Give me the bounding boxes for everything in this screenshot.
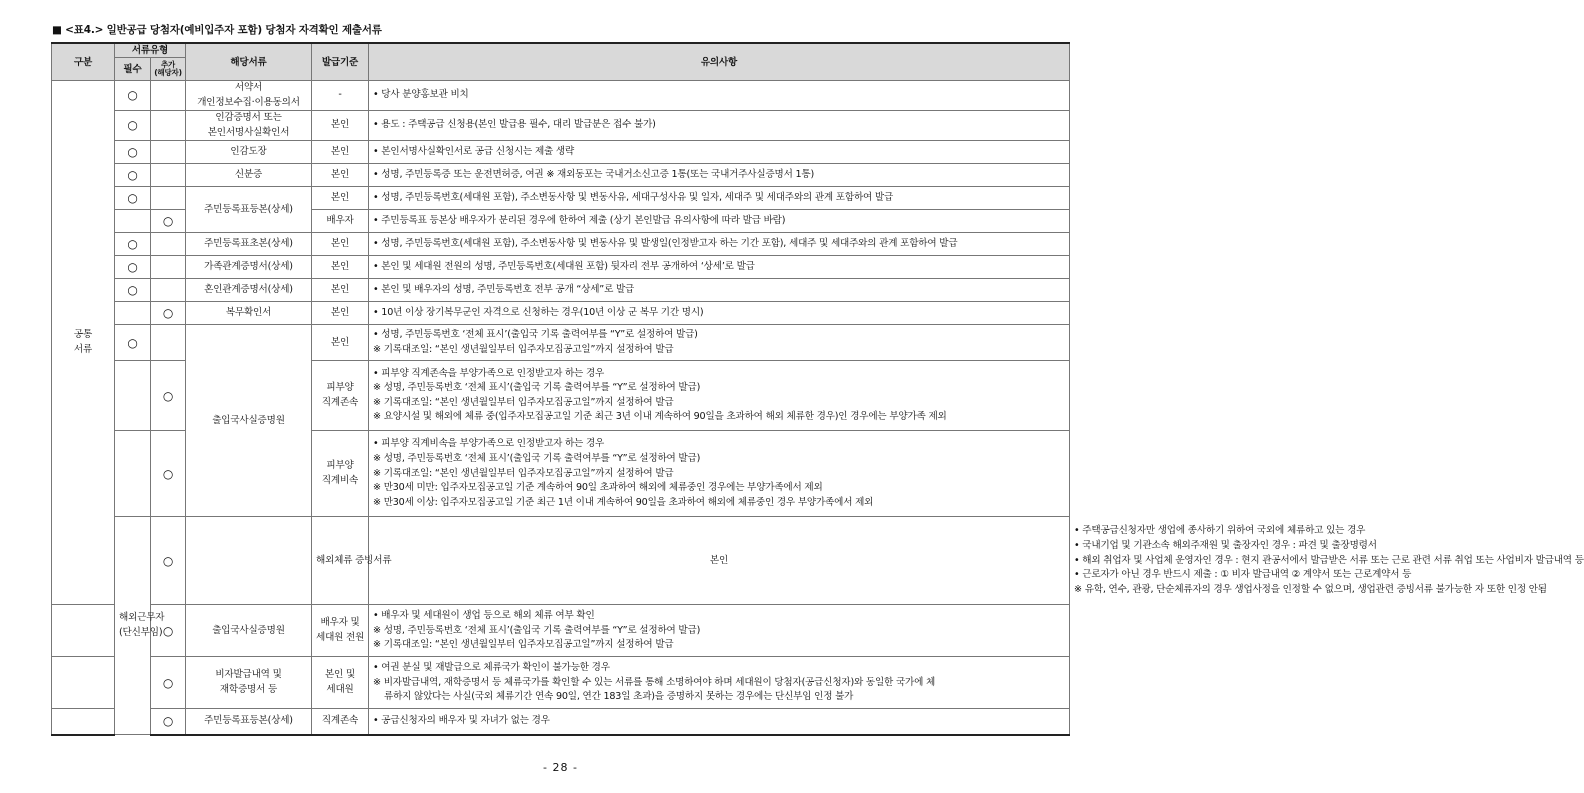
note-line: • 본인서명사실확인서로 공급 신청시는 제출 생략 [373, 146, 575, 158]
document-name-line: 해외체류 증빙서류 [316, 554, 392, 566]
document-name-line: 개인정보수집·이용동의서 [197, 96, 300, 108]
note-line: ※ 성명, 주민등록번호 ‘전체 표시’(출입국 기록 출력여부를 “Y”로 설정하여 발급) [373, 624, 701, 636]
table-row [52, 187, 1070, 210]
note-line: ※ 만30세 미만: 입주자모집공고일 기준 계속하여 90일 초과하여 해외에 체류중인 경우에는 부양가족에서 제외 [373, 482, 823, 494]
required-mark [115, 302, 151, 325]
notes [369, 187, 1070, 210]
issue-basis-line: 본인 [330, 192, 350, 204]
document-name [186, 81, 312, 111]
notes [369, 325, 1070, 361]
notes [369, 81, 1070, 111]
issue-basis-line: 본인 [330, 119, 350, 131]
document-name-line: 주민등록표초본(상세) [204, 238, 293, 250]
issue-basis-line: 세대원 전원 [316, 631, 365, 643]
document-name-line: 비자발급내역 및 [215, 669, 282, 681]
additional-mark [151, 111, 186, 141]
page-number: - 28 - [543, 761, 578, 774]
issue-basis-line: 본인 [330, 169, 350, 181]
notes [369, 302, 1070, 325]
additional-mark: ○ [151, 605, 186, 657]
notes [369, 111, 1070, 141]
notes [369, 361, 1070, 431]
issue-basis [312, 81, 369, 111]
issue-basis [312, 164, 369, 187]
table-row [52, 279, 1070, 302]
notes [369, 657, 1070, 709]
document-name-line: 재학증명서 등 [219, 683, 278, 695]
group-label-line: (단신부임) [119, 626, 163, 638]
document-name [186, 605, 312, 657]
issue-basis [312, 256, 369, 279]
document-name-line: 가족관계증명서(상세) [204, 261, 293, 273]
required-mark [115, 361, 151, 431]
header-additional-label: 추가 [160, 60, 176, 69]
note-line: • 용도 : 주택공급 신청용(본인 발급용 필수, 대리 발급분은 접수 불가) [373, 119, 656, 131]
issue-basis-line: 피부양 [326, 382, 354, 394]
document-name [186, 187, 312, 233]
required-mark: ○ [115, 187, 151, 210]
group-label-line: 해외근무자 [119, 612, 165, 624]
header-additional [151, 58, 186, 81]
required-mark: ○ [115, 141, 151, 164]
note-line: ※ 기록대조일: “본인 생년월일부터 입주자모집공고일”까지 설정하여 발급 [373, 343, 674, 355]
table-row [52, 141, 1070, 164]
note-line: • 본인 및 배우자의 성명, 주민등록번호 전부 공개 “상세”로 발급 [373, 284, 635, 296]
additional-mark [151, 256, 186, 279]
issue-basis [312, 111, 369, 141]
note-line: ※ 비자발급내역, 재학증명서 등 체류국가를 확인할 수 있는 서류를 통해 소명하여야 하며 세대원이 당첨자(공급신청자)와 동일한 국가에 체 [373, 676, 936, 688]
issue-basis-line: 직계존속 [321, 396, 359, 408]
note-line: ※ 만30세 이상: 입주자모집공고일 기준 최근 1년 이내 계속하여 90일을 초과하여 해외에 체류중인 경우 부양가족에서 제외 [373, 496, 874, 508]
document-name-line: 인감증명서 또는 [215, 112, 282, 124]
required-mark: ○ [115, 164, 151, 187]
required-mark: ○ [115, 111, 151, 141]
issue-basis-line: 배우자 및 [320, 617, 360, 629]
issue-basis-line: - [338, 89, 342, 101]
issue-basis-line: 직계존속 [321, 715, 359, 727]
issue-basis-line: 본인 및 [324, 669, 356, 681]
note-line: • 성명, 주민등록번호(세대원 포함), 주소변동사항 및 변동사유, 세대구성사유 및 일자, 세대주 및 세대주와의 관계 포함하여 발급 [373, 192, 894, 204]
additional-mark [151, 325, 186, 361]
note-line: • 주민등록표 등본상 배우자가 분리된 경우에 한하여 제출 (상기 본인발급 유의사항에 따라 발급 바람) [373, 215, 786, 227]
issue-basis-line: 직계비속 [321, 474, 359, 486]
notes [369, 256, 1070, 279]
header-doc-type: 서류유형 [115, 43, 186, 58]
additional-mark: ○ [151, 709, 186, 735]
table-row [52, 325, 1070, 361]
table-row: 해외근무자 (단신부임) ○ 해외체류 증빙서류 본인 • 주택공급신청자만 생업에 종사하기 위하여 국외에 체류하고 있는 경우 • 국내기업 및 기관소속 해외주재원 및 출장자인 경우 : 파견 및 출장명령서 • 해외 취업자 및 사업체 운영자인 경우 : 현지 관공서에서 발급받은 서류 또는 근로 관련 서류 취업 또는 사업비자 발급내역 등 • 근로자가 아닌 경우 반드시 제출 : ① 비자 발급내역 ② 계약서 또는 근로계약서 등 ※ 유학, 연수, 관광, 단순체류자의 경우 생업사정을 인정할 수 없으며, 생업관련 증빙서류 불가능한 자 또한 인정 안됨 [52, 517, 1070, 605]
document-name-line: 혼인관계증명서(상세) [204, 284, 293, 296]
group-label-line: 공통 [73, 329, 93, 341]
required-mark: ○ [115, 233, 151, 256]
notes [369, 279, 1070, 302]
required-mark: ○ [115, 325, 151, 361]
header-document: 해당서류 [186, 43, 312, 81]
required-mark: ○ [115, 81, 151, 111]
note-line: 류하지 않았다는 사실(국외 체류기간 연속 90일, 연간 183일 초과)을 증명하지 못하는 경우에는 단신부임 인정 불가 [384, 691, 854, 703]
document-name-line: 복무확인서 [225, 307, 272, 319]
group-overseas [115, 517, 165, 735]
document-name [186, 325, 312, 517]
additional-mark [151, 233, 186, 256]
document-name-line: 본인서명사실확인서 [207, 126, 290, 138]
header-category: 구분 [52, 43, 115, 81]
documents-table [51, 42, 1584, 736]
table-row [52, 605, 1070, 657]
notes [369, 164, 1070, 187]
issue-basis [312, 657, 369, 709]
note-line: • 10년 이상 장기복무군인 자격으로 신청하는 경우(10년 이상 군 복무 기간 명시) [373, 307, 704, 319]
table-row [52, 111, 1070, 141]
note-line: ※ 기록대조일: “본인 생년월일부터 입주자모집공고일”까지 설정하여 발급 [373, 467, 674, 479]
issue-basis-line: 본인 [330, 307, 350, 319]
additional-mark: ○ [151, 302, 186, 325]
table-row [52, 233, 1070, 256]
required-mark [52, 657, 115, 709]
document-name [186, 279, 312, 302]
document-name-line: 신분증 [234, 169, 263, 181]
note-line: ※ 기록대조일: “본인 생년월일부터 입주자모집공고일”까지 설정하여 발급 [373, 396, 674, 408]
additional-mark: ○ [151, 361, 186, 431]
document-name [186, 709, 312, 735]
group-common [52, 81, 115, 605]
required-mark: ○ [151, 517, 186, 605]
document-name [186, 233, 312, 256]
note-line: • 본인 및 세대원 전원의 성명, 주민등록번호(세대원 포함) 뒷자리 전부 공개하여 ‘상세’로 발급 [373, 261, 755, 273]
notes [369, 141, 1070, 164]
additional-mark: ○ [151, 657, 186, 709]
group-label-line: 서류 [73, 343, 93, 355]
document-name-line: 주민등록표등본(상세) [204, 203, 293, 215]
issue-basis [312, 302, 369, 325]
note-line: • 피부양 직계존속을 부양가족으로 인정받고자 하는 경우 [373, 367, 605, 379]
notes [369, 233, 1070, 256]
additional-mark [151, 141, 186, 164]
issue-basis-line: 피부양 [326, 460, 354, 472]
note-line: • 성명, 주민등록증 또는 운전면허증, 여권 ※ 재외동포는 국내거소신고증 1통(또는 국내거주사실증명서 1통) [373, 169, 815, 181]
issue-basis-line: 본인 [330, 284, 350, 296]
note-line: • 당사 분양홍보관 비치 [373, 89, 469, 101]
issue-basis-line: 세대원 [326, 683, 354, 695]
additional-mark: ○ [151, 431, 186, 517]
document-name [186, 302, 312, 325]
document-name [186, 657, 312, 709]
table-row [52, 164, 1070, 187]
note-line: • 공급신청자의 배우자 및 자녀가 없는 경우 [373, 715, 550, 727]
required-mark [115, 210, 151, 233]
note-line: • 여권 분실 및 재발급으로 체류국가 확인이 불가능한 경우 [373, 661, 610, 673]
notes [369, 431, 1070, 517]
note-line: • 피부양 직계비속을 부양가족으로 인정받고자 하는 경우 [373, 438, 605, 450]
additional-mark [151, 164, 186, 187]
document-name-line: 주민등록표등본(상세) [204, 715, 293, 727]
table-row [52, 302, 1070, 325]
required-mark: ○ [115, 279, 151, 302]
document-name [186, 164, 312, 187]
issue-basis [312, 431, 369, 517]
document-name [186, 256, 312, 279]
table-row [52, 256, 1070, 279]
issue-basis [312, 187, 369, 210]
additional-mark [186, 517, 312, 605]
issue-basis-line: 배우자 [326, 215, 354, 227]
document-name [186, 111, 312, 141]
notes [369, 210, 1070, 233]
issue-basis [312, 210, 369, 233]
issue-basis [312, 361, 369, 431]
header-basis: 발급기준 [312, 43, 369, 81]
required-mark [115, 431, 151, 517]
issue-basis [312, 325, 369, 361]
note-line: • 성명, 주민등록번호 ‘전체 표시’(출입국 기록 출력여부를 “Y”로 설정하여 발급) [373, 329, 698, 341]
document-name-line: 출입국사실증명원 [212, 624, 285, 636]
issue-basis [312, 233, 369, 256]
note-line: ※ 기록대조일: “본인 생년월일부터 입주자모집공고일”까지 설정하여 발급 [373, 639, 674, 651]
required-mark [52, 605, 115, 657]
issue-basis [369, 517, 1070, 605]
document-name-line: 인감도장 [230, 146, 267, 158]
document-name-line: 서약서 [234, 82, 263, 93]
table-title: ■ <표4.> 일반공급 당첨자(예비입주자 포함) 당첨자 자격확인 제출서류 [52, 24, 382, 36]
header-required: 필수 [115, 58, 151, 81]
issue-basis-line: 본인 [330, 146, 350, 158]
table-row [52, 709, 1070, 735]
additional-mark: ○ [151, 210, 186, 233]
issue-basis [312, 279, 369, 302]
header-notes: 유의사항 [369, 43, 1070, 81]
issue-basis-line: 본인 [330, 238, 350, 250]
document-name [312, 517, 392, 605]
note-line: ※ 성명, 주민등록번호 ‘전체 표시’(출입국 기록 출력여부를 “Y”로 설정하여 발급) [373, 382, 701, 394]
issue-basis-line: 본인 [709, 554, 729, 566]
additional-mark [151, 81, 186, 111]
table-row [52, 657, 1070, 709]
required-mark [52, 709, 115, 735]
notes [369, 605, 1070, 657]
note-line: ※ 성명, 주민등록번호 ‘전체 표시’(출입국 기록 출력여부를 “Y”로 설정하여 발급) [373, 452, 701, 464]
issue-basis [312, 605, 369, 657]
document-name [186, 141, 312, 164]
issue-basis [312, 141, 369, 164]
note-line: • 성명, 주민등록번호(세대원 포함), 주소변동사항 및 변동사유 및 발생일(인정받고자 하는 기간 포함), 세대주 및 세대주와의 관계 포함하여 발급 [373, 238, 958, 250]
issue-basis-line: 본인 [330, 336, 350, 348]
note-line: ※ 요양시설 및 해외에 체류 중(입주자모집공고일 기준 최근 3년 이내 계속하여 90일을 초과하여 해외 체류한 경우)인 경우에는 부양가족 제외 [373, 411, 947, 423]
additional-mark [151, 187, 186, 210]
header-additional-sub: (해당자) [154, 68, 182, 77]
required-mark: ○ [115, 256, 151, 279]
notes [369, 709, 1070, 735]
issue-basis [312, 709, 369, 735]
document-name-line: 출입국사실증명원 [212, 414, 285, 426]
table-row [52, 81, 1070, 111]
note-line: • 배우자 및 세대원이 생업 등으로 해외 체류 여부 확인 [373, 609, 595, 621]
issue-basis-line: 본인 [330, 261, 350, 273]
additional-mark [151, 279, 186, 302]
